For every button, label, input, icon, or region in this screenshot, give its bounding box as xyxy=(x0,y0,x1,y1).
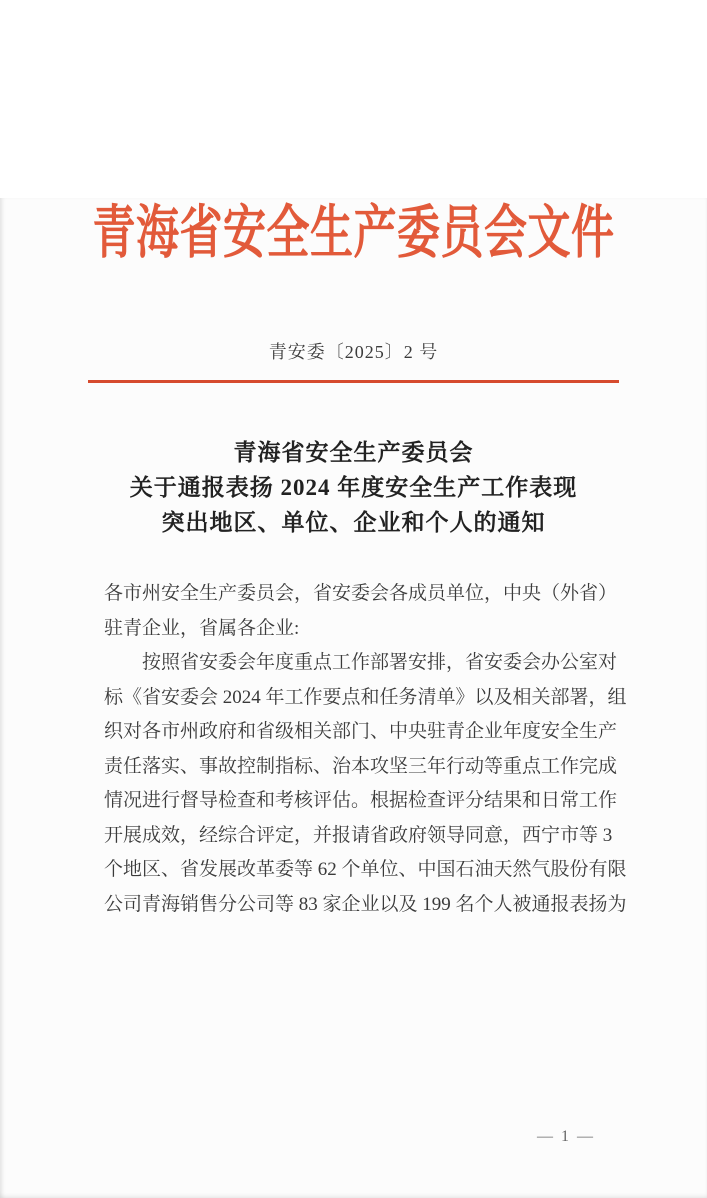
issuing-authority-title: 青海省安全生产委员会文件 xyxy=(92,202,615,266)
document-body xyxy=(104,577,627,922)
body-text-line: 公司青海销售分公司等 83 家企业以及 199 名个人被通报表扬为 xyxy=(104,893,627,915)
red-divider-line xyxy=(88,380,619,383)
body-text-line: 驻青企业，省属各企业: xyxy=(104,617,300,639)
body-text-line: 各市州安全生产委员会，省安委会各成员单位，中央（外省） xyxy=(104,583,618,604)
document-header-banner xyxy=(0,198,707,264)
body-text-line: 标《省安委会 2024 年工作要点和任务清单》以及相关部署，组 xyxy=(104,686,627,708)
body-text-line: 个地区、省发展改革委等 62 个单位、中国石油天然气股份有限 xyxy=(104,859,627,880)
document-title-line: 关于通报表扬 2024 年度安全生产工作表现 xyxy=(129,475,578,500)
body-text-line: 按照省安委会年度重点工作部署安排，省安委会办公室对 xyxy=(104,652,618,673)
page-number: — 1 — xyxy=(537,1128,595,1145)
scanned-document-page xyxy=(0,198,707,1198)
document-title-line: 青海省安全生产委员会 xyxy=(233,440,474,465)
body-text-line: 织对各市州政府和省级相关部门、中央驻青企业年度安全生产 xyxy=(104,721,618,742)
body-text-line: 情况进行督导检查和考核评估。根据检查评分结果和日常工作 xyxy=(104,790,618,811)
document-reference-number: 青安委〔2025〕2 号 xyxy=(268,342,439,362)
document-title-line: 突出地区、单位、企业和个人的通知 xyxy=(161,510,546,535)
body-text-line: 开展成效，经综合评定，并报请省政府领导同意，西宁市等 3 xyxy=(104,824,613,846)
document-title xyxy=(0,435,707,540)
body-text-line: 责任落实、事故控制指标、治本攻坚三年行动等重点工作完成 xyxy=(104,755,618,777)
